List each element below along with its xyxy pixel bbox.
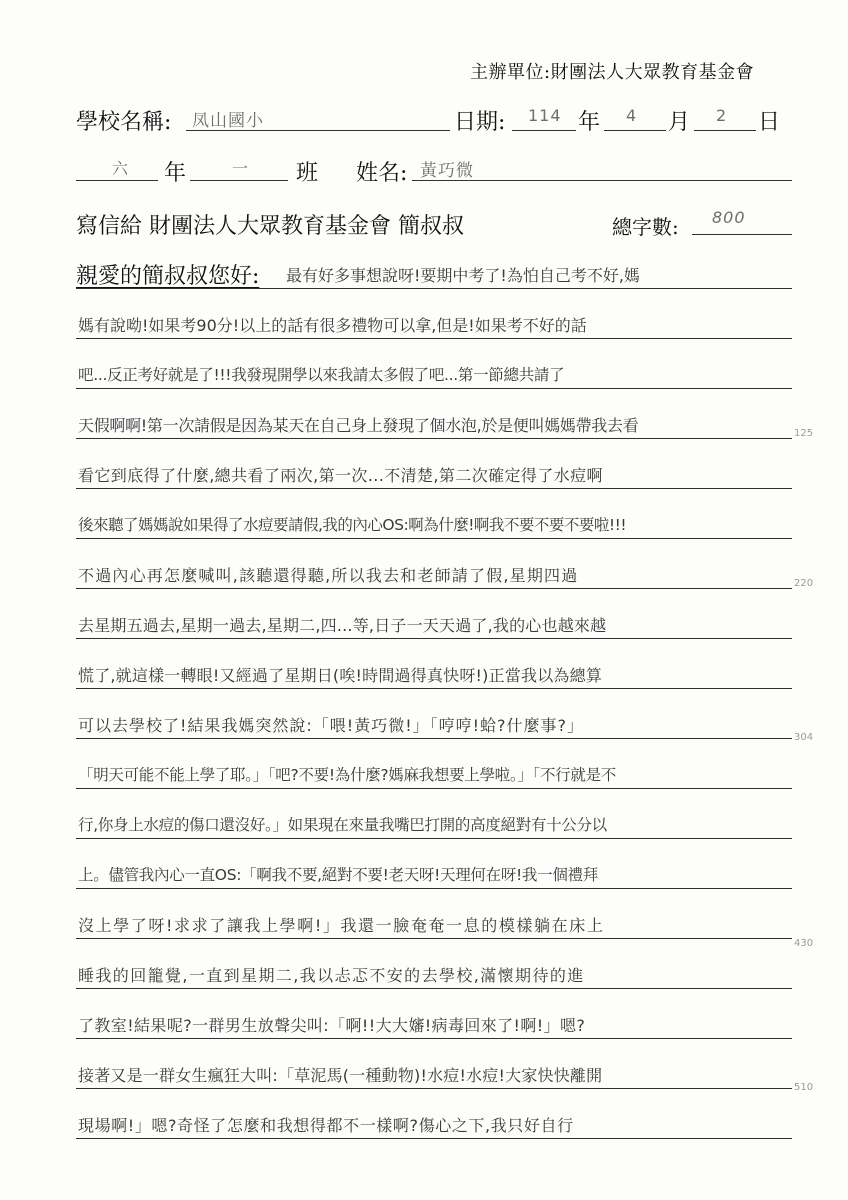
month-value[interactable]: 4: [626, 106, 638, 125]
class-value[interactable]: 一: [232, 159, 250, 178]
year-underline: [512, 130, 576, 131]
school-label: 學校名稱:: [76, 110, 172, 135]
ruled-line: [76, 938, 792, 939]
class-unit: 班: [296, 161, 319, 186]
day-unit: 日: [758, 110, 781, 135]
margin-word-count: 510: [794, 1082, 814, 1093]
ruled-line: [76, 1088, 792, 1089]
letter-line: 慌了,就這樣一轉眼!又經過了星期日(唉!時間過得真快呀!)正當我以為總算: [78, 666, 603, 685]
ruled-line: [76, 588, 792, 589]
ruled-line: [76, 438, 792, 439]
grade-value[interactable]: 六: [112, 159, 130, 178]
ruled-line: [76, 988, 792, 989]
letter-line: 上。儘管我內心一直OS:「啊我不要,絕對不要!老天呀!天理何在呀!我一個禮拜: [78, 866, 598, 884]
letter-line: 接著又是一群女生瘋狂大叫:「草泥馬(一種動物)!水痘!水痘!大家快快離開: [78, 1066, 603, 1085]
letter-line: 後來聽了媽媽說如果得了水痘要請假,我的內心OS:啊為什麼!啊我不要不要不要啦!!!: [78, 516, 627, 534]
ruled-line: [76, 738, 792, 739]
month-unit: 月: [668, 110, 691, 135]
ruled-line: [76, 688, 792, 689]
letter-line: 「明天可能不能上學了耶。」「吧?不要!為什麼?媽麻我想要上學啦。」「不行就是不: [78, 766, 616, 784]
school-value[interactable]: 凤山國小: [192, 111, 264, 131]
word-count-label: 總字數:: [612, 215, 679, 239]
ruled-line: [76, 488, 792, 489]
word-count-value[interactable]: 800: [712, 208, 746, 227]
letter-line: 吧...反正考好就是了!!!我發現開學以來我請太多假了吧...第一節總共請了: [78, 366, 565, 384]
ruled-line: [76, 388, 792, 389]
ruled-line: [76, 1138, 792, 1139]
letter-line: 行,你身上水痘的傷口還沒好。」如果現在來量我嘴巴打開的高度絕對有十公分以: [78, 816, 607, 834]
letter-line: 天假啊啊!第一次請假是因為某天在自己身上發現了個水泡,於是便叫媽媽帶我去看: [78, 416, 639, 435]
margin-word-count: 304: [794, 732, 814, 743]
letter-line: 媽有說呦!如果考90分!以上的話有很多禮物可以拿,但是!如果考不好的話: [78, 316, 587, 335]
organizer-label: 主辦單位:財團法人大眾教育基金會: [470, 62, 755, 83]
ruled-line: [76, 538, 792, 539]
letter-line: 可以去學校了!結果我媽突然說:「喂!黃巧微!」「哼哼!蛤?什麼事?」: [78, 716, 585, 735]
grade-underline: [76, 180, 158, 181]
margin-word-count: 220: [794, 578, 814, 589]
margin-word-count: 430: [794, 938, 814, 949]
letter-line: 現場啊!」嗯?奇怪了怎麼和我想得都不一樣啊?傷心之下,我只好自行: [78, 1116, 574, 1135]
class-underline: [190, 180, 288, 181]
year-value[interactable]: 114: [528, 106, 562, 125]
name-label: 姓名:: [356, 161, 408, 186]
letter-line: 去星期五過去,星期一過去,星期二,四...等,日子一天天過了,我的心也越來越: [78, 616, 607, 635]
letter-greeting: 親愛的簡叔叔您好:: [76, 264, 260, 289]
letter-line: 看它到底得了什麼,總共看了兩次,第一次...不清楚,第二次確定得了水痘啊: [78, 466, 603, 485]
ruled-line: [76, 1038, 792, 1039]
day-underline: [694, 130, 756, 131]
ruled-line: [76, 838, 792, 839]
name-value[interactable]: 黃巧微: [420, 161, 474, 181]
ruled-line: [76, 338, 792, 339]
day-value[interactable]: 2: [716, 106, 728, 125]
letter-line: 了教室!結果呢?一群男生放聲尖叫:「啊!!大大嬸!病毒回來了!啊!」嗯?: [78, 1016, 586, 1035]
letter-line: 沒上學了呀!求求了讓我上學啊!」我還一臉奄奄一息的模樣躺在床上: [78, 916, 605, 935]
month-underline: [604, 130, 666, 131]
ruled-line: [76, 288, 792, 289]
letter-line: 睡我的回籠覺,一直到星期二,我以忐忑不安的去學校,滿懷期待的進: [78, 966, 585, 985]
ruled-line: [76, 638, 792, 639]
ruled-line: [76, 888, 792, 889]
ruled-line: [76, 788, 792, 789]
date-label: 日期:: [454, 110, 506, 135]
year-unit: 年: [578, 110, 601, 135]
margin-word-count: 125: [794, 428, 814, 439]
grade-unit: 年: [164, 161, 187, 186]
letter-line: 最有好多事想說呀!要期中考了!為怕自己考不好,媽: [286, 266, 640, 285]
recipient-line: 寫信給 財團法人大眾教育基金會 簡叔叔: [76, 214, 464, 239]
word-count-underline: [692, 234, 792, 235]
letter-line: 不過內心再怎麼喊叫,該聽還得聽,所以我去和老師請了假,星期四過: [78, 566, 579, 585]
